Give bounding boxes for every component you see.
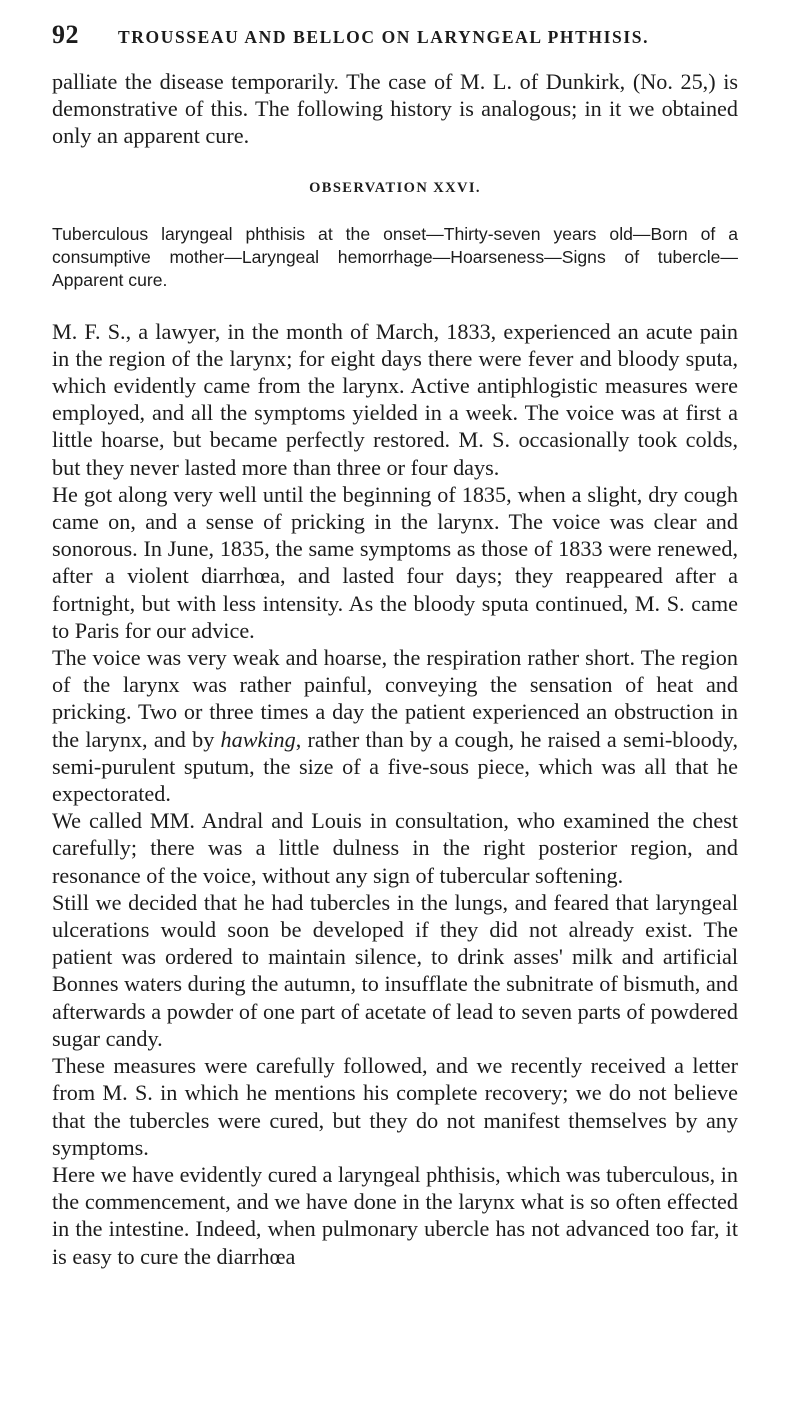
case-paragraph-3-end: , rather than by a cough, he raised a semi-bloody, semi-purulent sputum, the size of a five-sous piece, which was all that he expectorated. [52, 726, 738, 807]
intro-paragraph: palliate the disease temporarily. The case of M. L. of Dunkirk, (No. 25,) is demonstrative of this. The following history is analogous; in it we obtained only an apparent cure. [52, 69, 738, 149]
case-paragraph-4: We called MM. Andral and Louis in consultation, who examined the chest carefully; there was a little dulness in the right posterior region, and resonance of the voice, without any sign of tubercular softening. [52, 808, 738, 888]
case-paragraph-6: These measures were carefully followed, and we recently received a letter from M. S. in which he mentions his complete recovery; we do not believe that the tubercles were cured, but they do not manifest themselves by any symptoms. [52, 1053, 738, 1160]
case-paragraph-5: Still we decided that he had tubercles in the lungs, and feared that laryngeal ulcerations would soon be developed if they did not already exist. The patient was ordered to maintain silence, to drink asses' milk and artificial Bonnes waters during the autumn, to insufflate the subnitrate of bismuth, and afterwards a powder of one part of acetate of lead to seven parts of powdered sugar candy. [52, 889, 738, 1051]
case-paragraph-3 [52, 644, 738, 807]
running-title: TROUSSEAU AND BELLOC ON LARYNGEAL PHTHISIS. [118, 27, 650, 47]
observation-summary: Tuberculous laryngeal phthisis at the onset—Thirty-seven years old—Born of a consumptive mother—Laryngeal hemorrhage—Hoarseness—Signs of tubercle—Apparent cure. [52, 223, 738, 290]
running-head [52, 20, 738, 50]
case-paragraph-1: M. F. S., a lawyer, in the month of March, 1833, experienced an acute pain in the region of the larynx; for eight days there were fever and bloody sputa, which evidently came from the larynx. Active antiphlogistic measures were employed, and all the symptoms yielded in a week. The voice was at first a little hoarse, but became perfectly restored. M. S. occasionally took colds, but they never lasted more than three or four days. [52, 318, 738, 480]
case-paragraph-3-start: The voice was very weak and hoarse, the respiration rather short. The region of the larynx was rather painful, conveying the sensation of heat and pricking. Two or three times a day the patient experienced an obstruction in the larynx, and by [52, 645, 738, 752]
emphasis-hawking: hawking [220, 726, 296, 752]
page-number: 92 [52, 20, 79, 49]
observation-heading: OBSERVATION XXVI. [309, 179, 481, 196]
case-paragraph-7: Here we have evidently cured a laryngeal phthisis, which was tuberculous, in the commencement, and we have done in the larynx what is so often effected in the intestine. Indeed, when pulmonary ubercle has not advanced too far, it is easy to cure the diarrhœa [52, 1161, 738, 1269]
case-paragraph-2: He got along very well until the beginning of 1835, when a slight, dry cough came on, and a sense of pricking in the larynx. The voice was clear and sonorous. In June, 1835, the same symptoms as those of 1833 were renewed, after a violent diarrhœa, and lasted four days; they reappeared after a fortnight, but with less intensity. As the bloody sputa continued, M. S. came to Paris for our advice. [52, 481, 738, 643]
